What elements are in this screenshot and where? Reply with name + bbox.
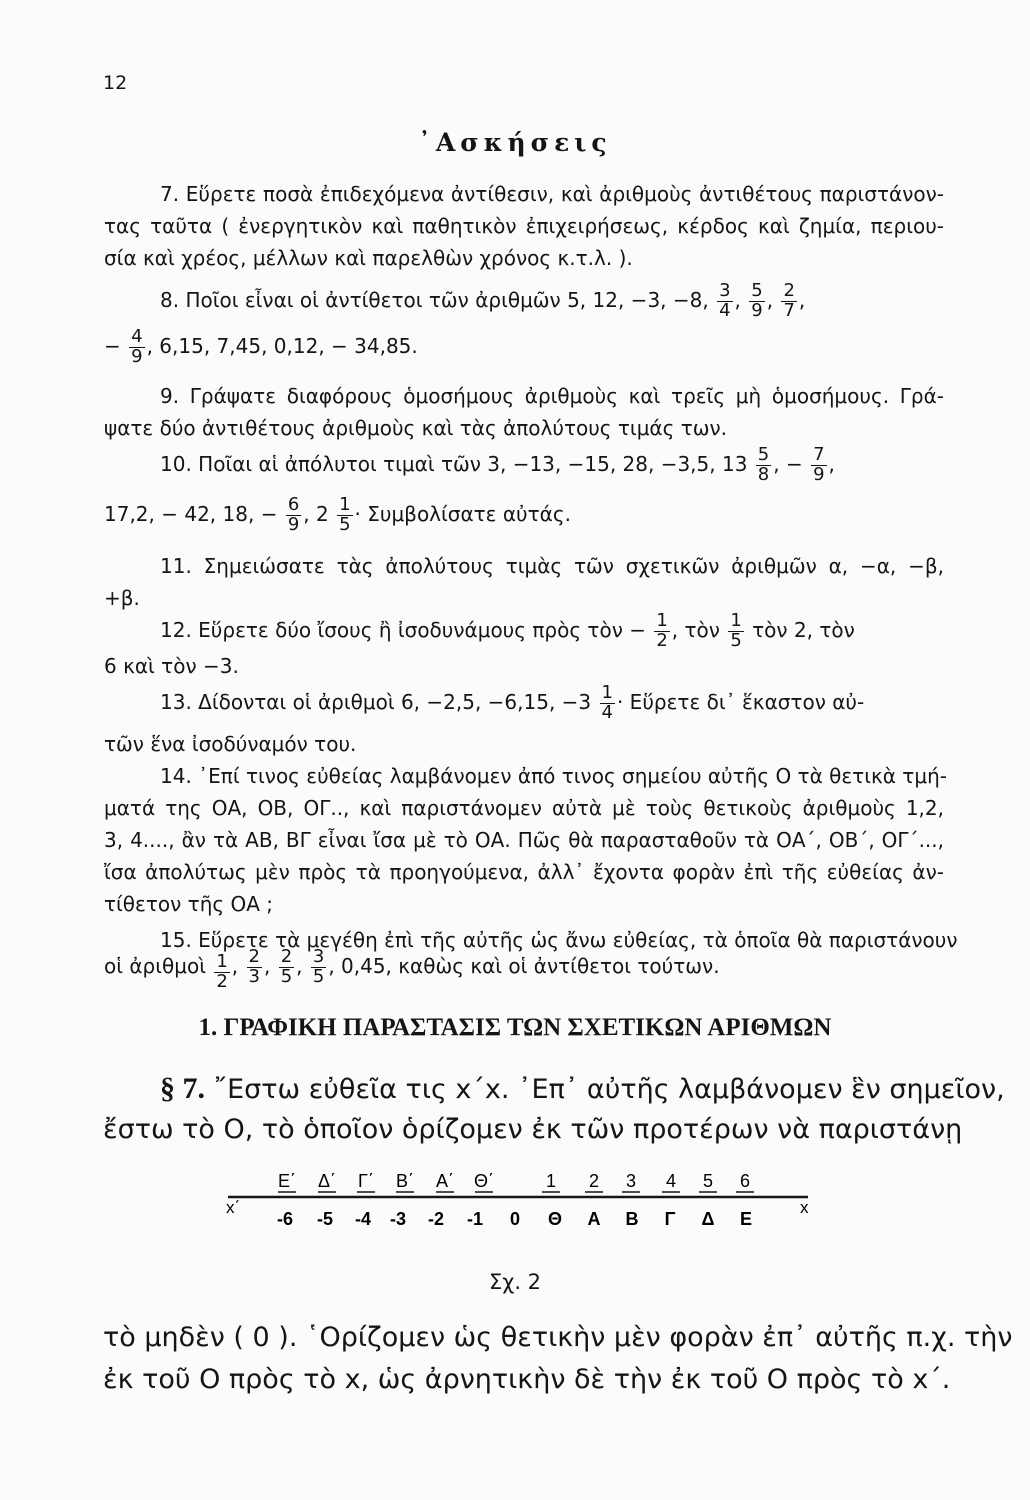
top-label: Ε΄ [278,1171,296,1191]
exercise-12-line-2: 6 καὶ τὸν −3. [104,654,239,678]
exercise-13-text-b: · Εὕρετε δι᾿ ἕκαστον αὐ- [616,689,865,714]
fraction: $\frac{7}{9}$ [813,444,825,485]
exercise-7-line-3: σία καὶ χρέος, μέλλων καὶ παρελθὼν χρόνος κ.τ.λ. ). [104,246,633,270]
top-label: Δ΄ [317,1171,337,1191]
bottom-label: -1 [466,1209,484,1229]
exercise-15-line-1: 15. Εὕρετε τὰ μεγέθη ἐπὶ τῆς αὐτῆς ὡς ἄνω εὐθείας, τὰ ὁποῖα θὰ παριστάνουν [160,928,958,952]
exercise-14-line-5: τίθετον τῆς ΟΑ ; [104,892,273,916]
axis-right-end-label: x [800,1198,809,1217]
exercise-10-values-b: , 2 [303,501,329,526]
exercise-10-line-1: 10. Ποῖαι αἱ ἀπόλυτοι τιμαὶ τῶν 3, −13, −15, 28, −3,5, 13 $\frac{5}{8}$ , − $\frac{7}{9}$ , [160,444,835,485]
fraction: $\frac{6}{9}$ [287,494,300,535]
closing-line-1: τὸ μηδὲν ( 0 ). ῾Ορίζομεν ὡς θετικὴν μὲν φορὰν ἐπ᾿ αὐτῆς π.χ. τὴν [103,1322,1013,1353]
fraction: $\frac{1}{2}$ [216,951,228,992]
section-7-text: ῎Εστω εὐθεῖα τις x΄x. ᾿Επ᾿ αὐτῆς λαμβάνομεν ἓν σημεῖον, [213,1074,1005,1105]
exercise-12-text-c: τὸν 2, τὸν [752,617,855,642]
exercise-15-line-2: οἱ ἀριθμοὶ $\frac{1}{2}$ , $\frac{2}{3}$ , $\frac{2}{5}$ , $\frac{3}{5}$ , 0,45, καθὼς καὶ οἱ ἀντίθετοι τούτων. [104,946,720,992]
top-label: 5 [702,1171,714,1191]
exercise-12-line-1 [160,612,944,651]
fraction: $\frac{1}{2}$ [656,610,668,651]
exercise-13-line-2: τῶν ἕνα ἰσοδύναμόν του. [104,732,357,756]
exercise-14-line-3: 3, 4...., ἂν τὰ ΑΒ, ΒΓ εἶναι ἴσα μὲ τὸ ΟΑ. Πῶς θὰ παρασταθοῦν τὰ ΟΑ΄, ΟΒ΄, ΟΓ΄..., [104,828,944,852]
top-label: Β΄ [396,1171,414,1191]
fraction: $\frac{2}{7}$ [783,280,795,321]
section-number: § 7. [160,1072,205,1105]
section-heading: 1. ΓΡΑΦΙΚΗ ΠΑΡΑΣΤΑΣΙΣ ΤΩΝ ΣΧΕΤΙΚΩΝ ΑΡΙΘΜΩΝ [198,1014,832,1041]
exercise-12-text: 12. Εὕρετε δύο ἴσους ἢ ἰσοδυνάμους πρὸς τὸν − [160,617,646,642]
exercise-10-instruction: · Συμβολίσατε αὐτάς. [354,501,571,526]
exercise-9-line-1: 9. Γράψατε διαφόρους ὁμοσήμους ἀριθμοὺς καὶ τρεῖς μὴ ὁμοσήμους. Γρά- [160,384,944,408]
closing-line-2: ἐκ τοῦ Ο πρὸς τὸ x, ὡς ἀρνητικὴν δὲ τὴν ἐκ τοῦ Ο πρὸς τὸ x΄. [103,1364,951,1395]
exercise-8-line-1: 8. Ποῖοι εἶναι οἱ ἀντίθετοι τῶν ἀριθμῶν 5, 12, −3, −8, $\frac{3}{4}$ , $\frac{5}{9}$ , $\frac{2}{7}$ , [160,280,806,321]
exercise-8-text: 8. Ποῖοι εἶναι οἱ ἀντίθετοι τῶν ἀριθμῶν 5, 12, −3, −8, [160,287,709,312]
top-label: Α΄ [436,1171,454,1191]
exercise-7-line-2: τας ταῦτα ( ἐνεργητικὸν καὶ παθητικὸν ἐπιχειρήσεως, κέρδος καὶ ζημία, περιου- [104,214,944,238]
top-label: 6 [739,1171,751,1191]
bottom-label: -6 [276,1209,294,1229]
bottom-label: -3 [389,1209,407,1229]
bottom-label: Ε [739,1209,753,1229]
exercise-9-line-2: ψατε δύο ἀντιθέτους ἀριθμοὺς καὶ τὰς ἀπολύτους τιμάς των. [104,416,728,440]
top-label: 2 [588,1171,600,1191]
exercise-11-line-2: +β. [104,586,140,610]
bottom-label: Θ [547,1209,563,1229]
top-label: Γ΄ [358,1171,374,1191]
exercise-10-line-2 [104,496,944,535]
fraction: $\frac{1}{5}$ [339,494,351,535]
fraction: $\frac{2}{5}$ [280,946,293,987]
bottom-label: Γ [664,1209,676,1229]
fraction: $\frac{3}{4}$ [719,280,731,321]
top-label: 1 [545,1171,557,1191]
fraction: $\frac{3}{5}$ [312,946,325,987]
exercise-15-text: οἱ ἀριθμοὶ [104,954,206,978]
exercise-13-line-1 [160,684,944,723]
exercise-10-values: 17,2, − 42, 18, − [104,501,278,526]
top-label: 3 [625,1171,637,1191]
exercise-14-line-2: ματά της ΟΑ, ΟΒ, ΟΓ.., καὶ παριστάνομεν αὐτὰ μὲ τοὺς θετικοὺς ἀριθμοὺς 1,2, [104,796,944,820]
top-label: Θ΄ [474,1171,494,1191]
fraction: $\frac{1}{4}$ [601,682,613,723]
figure-caption: Σχ. 2 [488,1270,542,1294]
section-7-line-1 [160,1072,1005,1106]
number-line-figure [0,1155,1030,1265]
top-labels [278,1171,750,1191]
fraction: $\frac{5}{9}$ [751,280,763,321]
bottom-label: -2 [427,1209,445,1229]
fraction: $\frac{1}{5}$ [730,610,742,651]
axis-left-end-label: x΄ [226,1198,241,1217]
fraction: $\frac{5}{8}$ [757,444,770,485]
exercise-14-line-4: ἴσα ἀπολύτως μὲν πρὸς τὰ προηγούμενα, ἀλλ᾿ ἔχοντα φορὰν ἐπὶ τῆς εὐθείας ἀν- [104,860,944,884]
minus-sign: − [104,333,121,358]
section-7-line-2: ἔστω τὸ Ο, τὸ ὁποῖον ὁρίζομεν ἐκ τῶν προτέρων νὰ παριστάνῃ [103,1114,963,1145]
exercise-11-line-1: 11. Σημειώσατε τὰς ἀπολύτους τιμὰς τῶν σχετικῶν ἀριθμῶν α, −α, −β, [160,554,944,578]
bottom-label: -4 [354,1209,372,1229]
bottom-labels [277,1209,752,1229]
bottom-label: Α [587,1209,601,1229]
exercise-15-text-b: , 0,45, καθὼς καὶ οἱ ἀντίθετοι τούτων. [328,954,720,978]
exercises-title: ᾿Ασκήσεις [418,128,612,157]
minus-sign: − [785,451,803,476]
exercise-7-line-1: 7. Εὕρετε ποσὰ ἐπιδεχόμενα ἀντίθεσιν, καὶ ἀριθμοὺς ἀντιθέτους παριστάνον- [160,182,944,206]
fraction: $\frac{4}{9}$ [131,326,143,367]
page-number: 12 [103,72,128,94]
exercise-10-text: 10. Ποῖαι αἱ ἀπόλυτοι τιμαὶ τῶν 3, −13, −15, 28, −3,5, 13 [160,451,748,476]
bottom-label: 0 [509,1209,521,1229]
fraction: $\frac{2}{3}$ [248,946,260,987]
exercise-8-values: , 6,15, 7,45, 0,12, − 34,85. [146,333,418,358]
exercise-12-text-b: , τὸν [671,617,720,642]
exercise-13-text: 13. Δίδονται οἱ ἀριθμοὶ 6, −2,5, −6,15, −3 [160,689,592,714]
bottom-label: -5 [316,1209,334,1229]
exercise-8-line-2 [104,328,944,367]
bottom-label: Β [625,1209,639,1229]
bottom-label: Δ [701,1209,715,1229]
top-label: 4 [665,1171,677,1191]
exercise-14-line-1: 14. ᾿Επί τινος εὐθείας λαμβάνομεν ἀπό τινος σημείου αὐτῆς Ο τὰ θετικὰ τμή- [160,764,947,788]
